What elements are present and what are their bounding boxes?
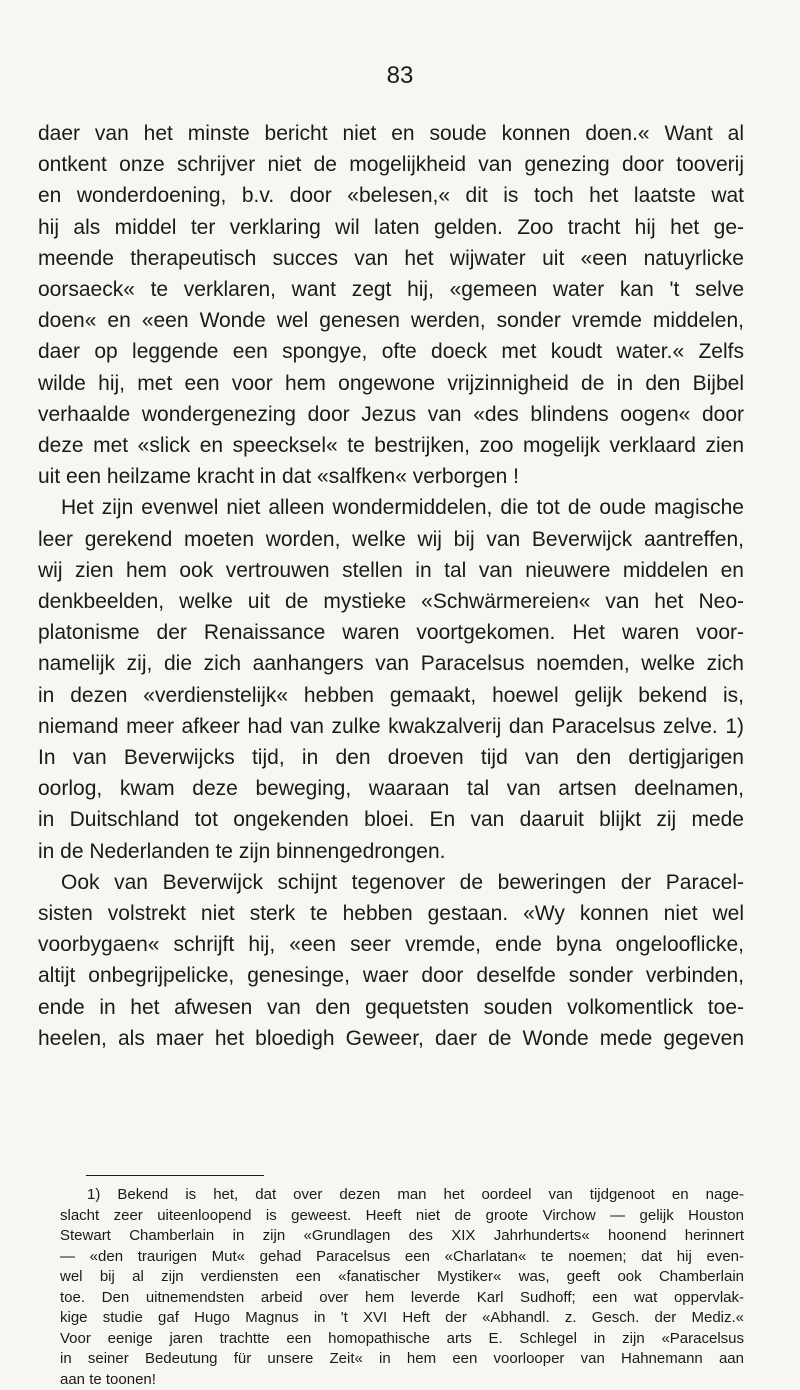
text-line: sisten volstrekt niet sterk te hebben gestaan. «Wy konnen niet wel — [38, 898, 744, 929]
footnote-line: in seiner Bedeutung für unsere Zeit« in hem een voorlooper van Hahnemann aan — [60, 1349, 744, 1370]
text-line: meende therapeutisch succes van het wijwater uit «een natuyrlicke — [38, 243, 744, 274]
footnote-divider — [86, 1175, 264, 1176]
text-line: voorbygaen« schrijft hij, «een seer vremde, ende byna ongelooflicke, — [38, 929, 744, 960]
text-line: in Duitschland tot ongekenden bloei. En van daaruit blijkt zij mede — [38, 804, 744, 835]
page-number: 83 — [0, 62, 800, 90]
text-line: namelijk zij, die zich aanhangers van Paracelsus noemden, welke zich — [38, 648, 744, 679]
text-line: daer van het minste bericht niet en soude konnen doen.« Want al — [38, 118, 744, 149]
text-line: en wonderdoening, b.v. door «belesen,« dit is toch het laatste wat — [38, 180, 744, 211]
footnote-line: toe. Den uitnemendsten arbeid over hem leverde Karl Sudhoff; een wat oppervlak- — [60, 1288, 744, 1309]
footnote-line: wel bij al zijn verdiensten een «fanatischer Mystiker« was, geeft ook Chamberlain — [60, 1267, 744, 1288]
text-line: wij zien hem ook vertrouwen stellen in tal van nieuwere middelen en — [38, 555, 744, 586]
text-line: ontkent onze schrijver niet de mogelijkheid van genezing door tooverij — [38, 149, 744, 180]
footnote-line: Stewart Chamberlain in zijn «Grundlagen des XIX Jahrhunderts« hoonend herinnert — [60, 1226, 744, 1247]
footnote-line: slacht zeer uiteenloopend is geweest. Heeft niet de groote Virchow — gelijk Houston — [60, 1206, 744, 1227]
footnote-line: kige studie gaf Hugo Magnus in 't XVI Heft der «Abhandl. z. Gesch. der Mediz.« — [60, 1308, 744, 1329]
text-line: hij als middel ter verklaring wil laten gelden. Zoo tracht hij het ge- — [38, 212, 744, 243]
text-line: heelen, als maer het bloedigh Geweer, daer de Wonde mede gegeven — [38, 1023, 744, 1054]
text-line: daer op leggende een spongye, ofte doeck met koudt water.« Zelfs — [38, 336, 744, 367]
text-line: altijt onbegrijpelicke, genesinge, waer door deselfde sonder verbinden, — [38, 960, 744, 991]
text-line: Ook van Beverwijck schijnt tegenover de beweringen der Paracel- — [38, 867, 744, 898]
footnote-line: — «den traurigen Mut« gehad Paracelsus een «Charlatan« te noemen; dat hij even- — [60, 1247, 744, 1268]
footnote-line: Voor eenige jaren trachtte een homopathische arts E. Schlegel in zijn «Paracelsus — [60, 1329, 744, 1350]
text-line: leer gerekend moeten worden, welke wij bij van Beverwijck aantreffen, — [38, 524, 744, 555]
text-line: in dezen «verdienstelijk« hebben gemaakt, hoewel gelijk bekend is, — [38, 680, 744, 711]
text-line: ende in het afwesen van den gequetsten souden volkomentlick toe- — [38, 992, 744, 1023]
text-line: platonisme der Renaissance waren voortgekomen. Het waren voor- — [38, 617, 744, 648]
text-line: denkbeelden, welke uit de mystieke «Schwärmereien« van het Neo- — [38, 586, 744, 617]
text-line: niemand meer afkeer had van zulke kwakzalverij dan Paracelsus zelve. 1) — [38, 711, 744, 742]
body-text — [38, 118, 744, 1054]
text-line: uit een heilzame kracht in dat «salfken« verborgen ! — [38, 461, 744, 492]
text-line: oorsaeck« te verklaren, want zegt hij, «gemeen water kan 't selve — [38, 274, 744, 305]
text-line: oorlog, kwam deze beweging, waaraan tal van artsen deelnamen, — [38, 773, 744, 804]
text-line: In van Beverwijcks tijd, in den droeven tijd van den dertigjarigen — [38, 742, 744, 773]
text-line: wilde hij, met een voor hem ongewone vrijzinnigheid de in den Bijbel — [38, 368, 744, 399]
text-line: verhaalde wondergenezing door Jezus van «des blindens oogen« door — [38, 399, 744, 430]
footnote-line: aan te toonen! — [60, 1370, 744, 1390]
text-line: in de Nederlanden te zijn binnengedrongen. — [38, 836, 744, 867]
text-line: deze met «slick en speecksel« te bestrijken, zoo mogelijk verklaard zien — [38, 430, 744, 461]
text-line: Het zijn evenwel niet alleen wondermiddelen, die tot de oude magische — [38, 492, 744, 523]
footnote-line: 1) Bekend is het, dat over dezen man het oordeel van tijdgenoot en nage- — [60, 1185, 744, 1206]
text-line: doen« en «een Wonde wel genesen werden, sonder vremde middelen, — [38, 305, 744, 336]
footnote — [60, 1185, 744, 1390]
